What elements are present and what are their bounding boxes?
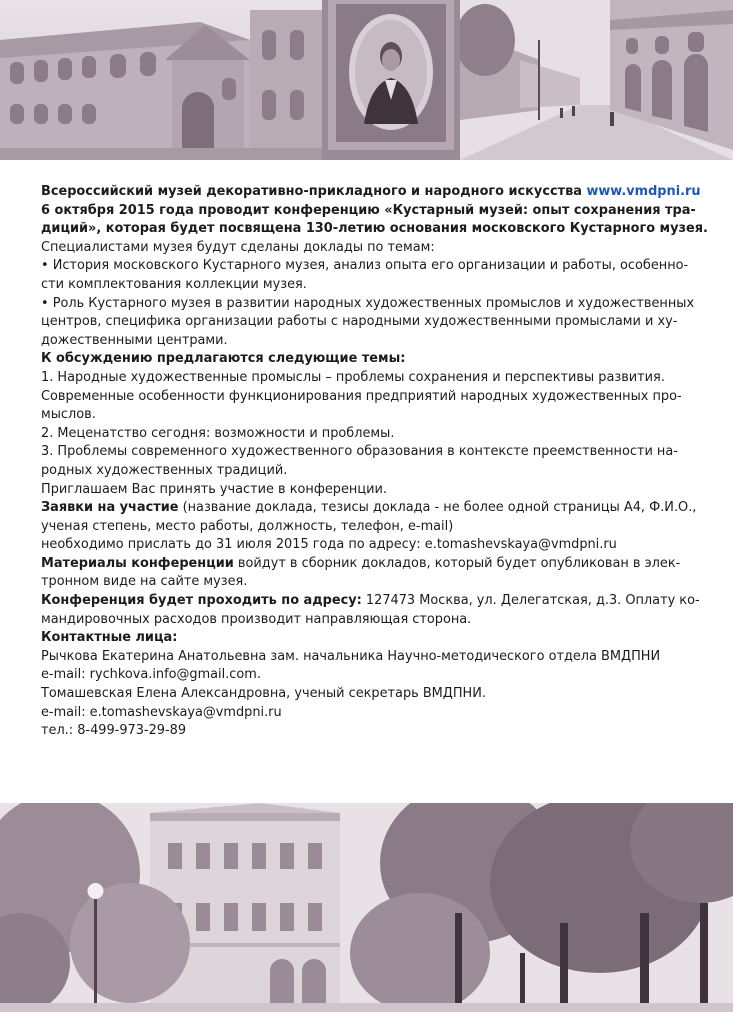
topic-3-line-2: родных художественных традиций. (41, 462, 288, 478)
contact-line-5: тел.: 8-499-973-29-89 (41, 723, 187, 739)
topic-1-line-3: мыслов. (41, 407, 96, 423)
topic-3-line-1: 3. Проблемы современного художественного образования в контексте преемственности на- (41, 444, 678, 460)
report-item-1-line-2: сти комплектования коллекции музея. (41, 276, 307, 292)
contact-line-3: Томашевская Елена Александровна, ученый секретарь ВМДПНИ. (41, 686, 486, 702)
applications-label: Заявки на участие (41, 500, 179, 516)
materials-line-1: Материалы конференции войдут в сборник докладов, который будет опубликован в элек- (41, 555, 681, 571)
report-item-2-line-2: центров, специфика организации работы с народными художественными промыслами и ху- (41, 314, 678, 330)
invitation-text: Приглашаем Вас принять участие в конференции. (41, 481, 387, 497)
applications-line-2: ученая степень, место работы, должность, телефон, e-mail) (41, 518, 454, 534)
intro-line-1: Всероссийский музей декоративно-прикладного и народного искусства www.vmdpni.ru (41, 184, 701, 199)
street-view-photo (460, 0, 733, 160)
address-line-1: Конференция будет проходить по адресу: 127473 Москва, ул. Делегатская, д.3. Оплату ко- (41, 593, 700, 609)
report-item-2-line-3: дожественными центрами. (41, 332, 228, 348)
topic-1-line-2: Современные особенности функционирования предприятий народных художественных про- (41, 388, 682, 404)
contacts-heading: Контактные лица: (41, 630, 178, 646)
applications-line-1: Заявки на участие (название доклада, тезисы доклада - не более одной страницы А4, Ф.И.О., (41, 500, 697, 516)
report-item-2-line-1: • Роль Кустарного музея в развитии народных художественных промыслов и художественных (41, 295, 695, 311)
applications-line-3: необходимо прислать до 31 июля 2015 года по адресу: e.tomashevskaya@vmdpni.ru (41, 537, 617, 553)
contact-line-1: Рычкова Екатерина Анатольевна зам. начальника Научно-методического отдела ВМДПНИ (41, 648, 661, 664)
intro-line-3: диций», которая будет посвящена 130-летию основания московского Кустарного музея. (41, 221, 708, 237)
header-photo-strip (0, 0, 733, 160)
materials-label: Материалы конференции (41, 555, 234, 571)
materials-line-2: тронном виде на сайте музея. (41, 574, 248, 590)
contact-line-2: e-mail: rychkova.info@gmail.com. (41, 667, 261, 683)
intro-line-2: 6 октября 2015 года проводит конференцию «Кустарный музей: опыт сохранения тра- (41, 202, 696, 218)
framed-portrait-photo (322, 0, 460, 160)
contact-line-4: e-mail: e.tomashevskaya@vmdpni.ru (41, 704, 282, 720)
topic-1-line-1: 1. Народные художественные промыслы – проблемы сохранения и перспективы развития. (41, 369, 665, 385)
topic-2: 2. Меценатство сегодня: возможности и проблемы. (41, 425, 395, 441)
topics-heading: К обсуждению предлагаются следующие темы: (41, 351, 406, 367)
address-label: Конференция будет проходить по адресу: (41, 593, 362, 609)
address-line-2: мандировочных расходов производит направляющая сторона. (41, 611, 472, 627)
museum-building-photo (0, 803, 733, 1012)
building-facade-photo (0, 0, 324, 160)
reports-heading: Специалистами музея будут сделаны доклады по темам: (41, 239, 435, 255)
report-item-1-line-1: • История московского Кустарного музея, анализ опыта его организации и работы, особенно- (41, 258, 689, 274)
conference-announcement (41, 183, 713, 741)
website-link[interactable]: www.vmdpni.ru (586, 184, 701, 199)
